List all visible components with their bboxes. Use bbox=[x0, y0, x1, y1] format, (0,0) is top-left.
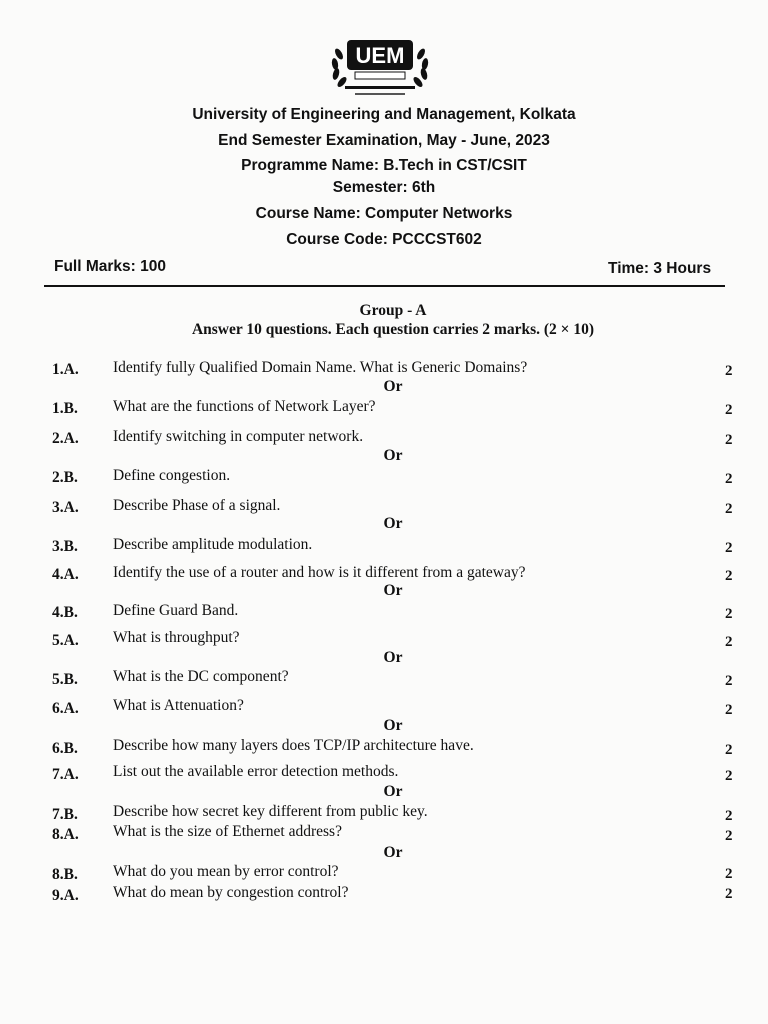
question-text: Describe Phase of a signal. bbox=[113, 497, 281, 514]
group-instruction: Answer 10 questions. Each question carries 2 marks. (2 × 10) bbox=[191, 321, 595, 338]
question-marks: 2 bbox=[725, 742, 733, 758]
question-text: What do you mean by error control? bbox=[113, 863, 339, 880]
or-separator: Or bbox=[383, 582, 403, 599]
question-number: 5.A. bbox=[52, 632, 79, 649]
question-number: 6.B. bbox=[52, 740, 78, 757]
course-name: Course Name: Computer Networks bbox=[255, 205, 513, 222]
question-text: What is the size of Ethernet address? bbox=[113, 823, 342, 840]
question-text: List out the available error detection methods. bbox=[113, 763, 399, 780]
question-marks: 2 bbox=[725, 886, 733, 902]
question-text: Define Guard Band. bbox=[113, 602, 239, 619]
question-marks: 2 bbox=[725, 568, 733, 584]
question-marks: 2 bbox=[725, 432, 733, 448]
programme-name: Programme Name: B.Tech in CST/CSIT bbox=[241, 157, 527, 174]
question-number: 3.A. bbox=[52, 499, 79, 516]
question-text: Describe how many layers does TCP/IP architecture have. bbox=[113, 737, 474, 754]
or-separator: Or bbox=[383, 515, 403, 532]
course-code: Course Code: PCCCST602 bbox=[286, 231, 482, 248]
exam-title: End Semester Examination, May - June, 2023 bbox=[218, 132, 550, 149]
or-separator: Or bbox=[383, 844, 403, 861]
question-text: What is Attenuation? bbox=[113, 697, 244, 714]
question-number: 5.B. bbox=[52, 671, 78, 688]
question-marks: 2 bbox=[725, 828, 733, 844]
question-marks: 2 bbox=[725, 673, 733, 689]
question-number: 4.B. bbox=[52, 604, 78, 621]
question-marks: 2 bbox=[725, 768, 733, 784]
question-marks: 2 bbox=[725, 501, 733, 517]
time-allowed: Time: 3 Hours bbox=[608, 260, 712, 277]
university-name: University of Engineering and Management, Kolkata bbox=[192, 106, 576, 123]
question-number: 3.B. bbox=[52, 538, 78, 555]
question-marks: 2 bbox=[725, 606, 733, 622]
question-text: Identify the use of a router and how is it different from a gateway? bbox=[113, 564, 526, 581]
question-number: 2.B. bbox=[52, 469, 78, 486]
question-text: Identify switching in computer network. bbox=[113, 428, 364, 445]
question-number: 1.B. bbox=[52, 400, 78, 417]
question-text: What are the functions of Network Layer? bbox=[113, 398, 376, 415]
or-separator: Or bbox=[383, 649, 403, 666]
question-text: What is the DC component? bbox=[113, 668, 289, 685]
or-separator: Or bbox=[383, 378, 403, 395]
question-number: 8.B. bbox=[52, 866, 78, 883]
svg-text:UEM: UEM bbox=[355, 43, 405, 68]
question-marks: 2 bbox=[725, 866, 733, 882]
or-separator: Or bbox=[383, 447, 403, 464]
question-text: What do mean by congestion control? bbox=[113, 884, 349, 901]
question-text: Define congestion. bbox=[113, 467, 231, 484]
question-marks: 2 bbox=[725, 402, 733, 418]
full-marks: Full Marks: 100 bbox=[54, 258, 166, 275]
semester: Semester: 6th bbox=[332, 179, 436, 196]
question-number: 9.A. bbox=[52, 887, 79, 904]
question-text: Describe how secret key different from public key. bbox=[113, 803, 428, 820]
question-marks: 2 bbox=[725, 471, 733, 487]
group-title: Group - A bbox=[359, 302, 427, 319]
question-text: Identify fully Qualified Domain Name. What is Generic Domains? bbox=[113, 359, 528, 376]
question-marks: 2 bbox=[725, 702, 733, 718]
question-marks: 2 bbox=[725, 808, 733, 824]
question-text: What is throughput? bbox=[113, 629, 240, 646]
question-number: 8.A. bbox=[52, 826, 79, 843]
question-marks: 2 bbox=[725, 634, 733, 650]
or-separator: Or bbox=[383, 783, 403, 800]
question-text: Describe amplitude modulation. bbox=[113, 536, 313, 553]
question-number: 7.B. bbox=[52, 806, 78, 823]
question-number: 7.A. bbox=[52, 766, 79, 783]
university-logo bbox=[327, 36, 433, 106]
question-marks: 2 bbox=[725, 540, 733, 556]
question-number: 4.A. bbox=[52, 566, 79, 583]
question-number: 2.A. bbox=[52, 430, 79, 447]
question-number: 6.A. bbox=[52, 700, 79, 717]
header-divider bbox=[44, 285, 725, 287]
question-number: 1.A. bbox=[52, 361, 79, 378]
question-marks: 2 bbox=[725, 363, 733, 379]
or-separator: Or bbox=[383, 717, 403, 734]
